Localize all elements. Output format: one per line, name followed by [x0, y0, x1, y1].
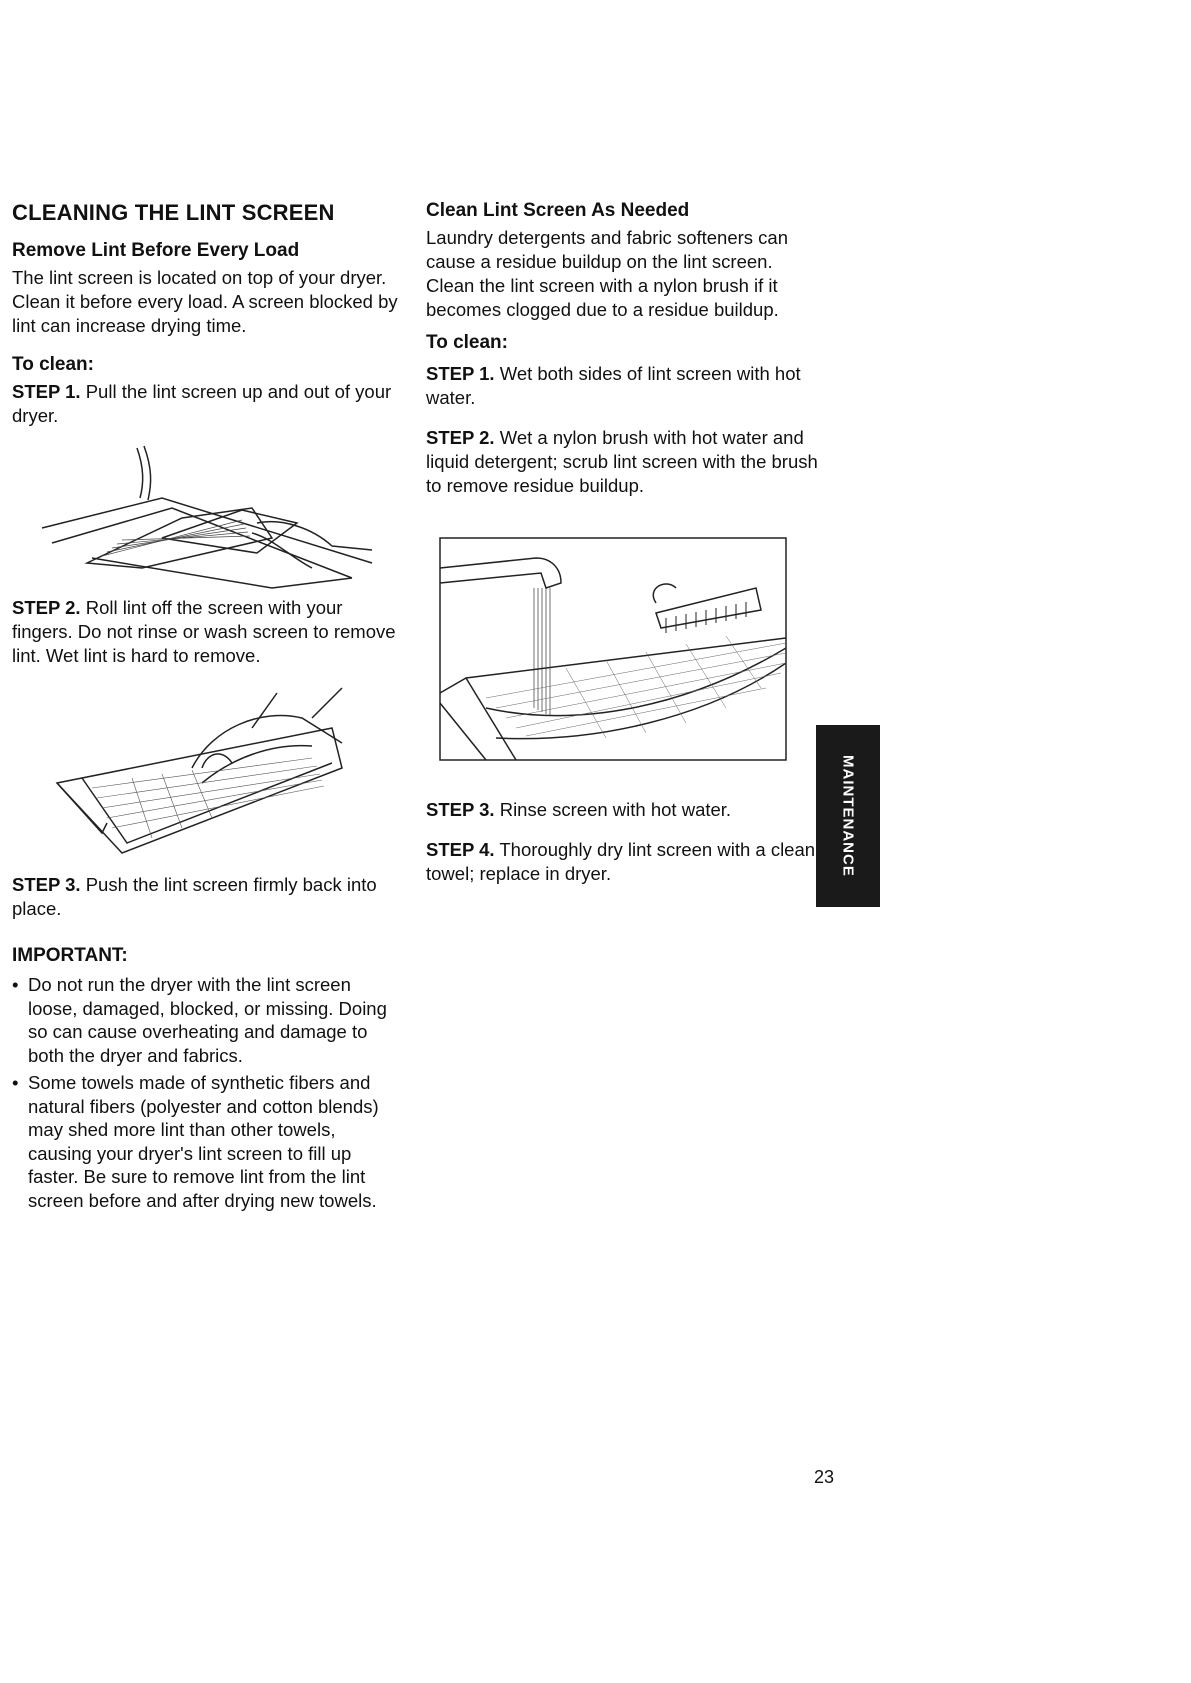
left-column	[12, 200, 402, 1216]
section-tab-maintenance	[816, 725, 880, 907]
step-text: Rinse screen with hot water.	[494, 799, 732, 820]
section-heading-remove-lint: Remove Lint Before Every Load	[12, 240, 300, 261]
section-heading-clean-as-needed: Clean Lint Screen As Needed	[426, 200, 690, 221]
important-heading: IMPORTANT:	[12, 945, 128, 966]
to-clean-heading-left: To clean:	[12, 354, 94, 375]
step-label: STEP 3.	[12, 874, 81, 895]
section-text-remove-lint: The lint screen is located on top of your dryer. Clean it before every load. A screen blocked by lint can increase drying time.	[12, 267, 398, 336]
list-item: • Some towels made of synthetic fibers and natural fibers (polyester and cotton blends) may shed more lint than other towels, causing your dryer's lint screen to fill up faster. Be sure to remove lint from the lint screen before and after drying new towels.	[12, 1071, 402, 1212]
illustration-roll-lint	[12, 668, 402, 873]
step-label: STEP 2.	[12, 597, 81, 618]
right-step-4	[426, 838, 826, 886]
step-text: Wet both sides of lint screen with hot water.	[426, 363, 801, 408]
to-clean-heading-right: To clean:	[426, 332, 508, 353]
section-tab-label: MAINTENANCE	[839, 755, 857, 877]
step-text: Roll lint off the screen with your fingers. Do not rinse or wash screen to remove lint. Wet lint is hard to remove.	[12, 597, 396, 666]
step-label: STEP 4.	[426, 839, 495, 860]
illustration-pull-screen	[12, 428, 402, 596]
important-list	[12, 973, 402, 1212]
step-text: Wet a nylon brush with hot water and liquid detergent; scrub lint screen with the brush to remove residue buildup.	[426, 427, 818, 496]
step-text: Pull the lint screen up and out of your dryer.	[12, 381, 392, 426]
page-number: 23	[814, 1467, 835, 1487]
step-label: STEP 1.	[12, 381, 81, 402]
step-text: Push the lint screen firmly back into place.	[12, 874, 377, 919]
right-column	[426, 200, 826, 886]
right-step-1	[426, 362, 826, 410]
step-label: STEP 3.	[426, 799, 495, 820]
step-label: STEP 2.	[426, 427, 495, 448]
page-title: CLEANING THE LINT SCREEN	[12, 200, 335, 225]
left-step-2	[12, 596, 402, 668]
step-text: Thoroughly dry lint screen with a clean towel; replace in dryer.	[426, 839, 816, 884]
right-step-3	[426, 798, 826, 822]
left-step-3	[12, 873, 402, 921]
step-label: STEP 1.	[426, 363, 495, 384]
section-text-clean-as-needed: Laundry detergents and fabric softeners can cause a residue buildup on the lint screen. Clean the lint screen with a nylon brush if it becomes clogged due to a residue buildup.	[426, 227, 789, 320]
list-item: • Do not run the dryer with the lint screen loose, damaged, blocked, or missing. Doing so can cause overheating and damage to both the dryer and fabrics.	[12, 973, 402, 1067]
left-step-1	[12, 380, 402, 428]
illustration-scrub-screen	[426, 528, 826, 798]
right-step-2	[426, 426, 826, 498]
